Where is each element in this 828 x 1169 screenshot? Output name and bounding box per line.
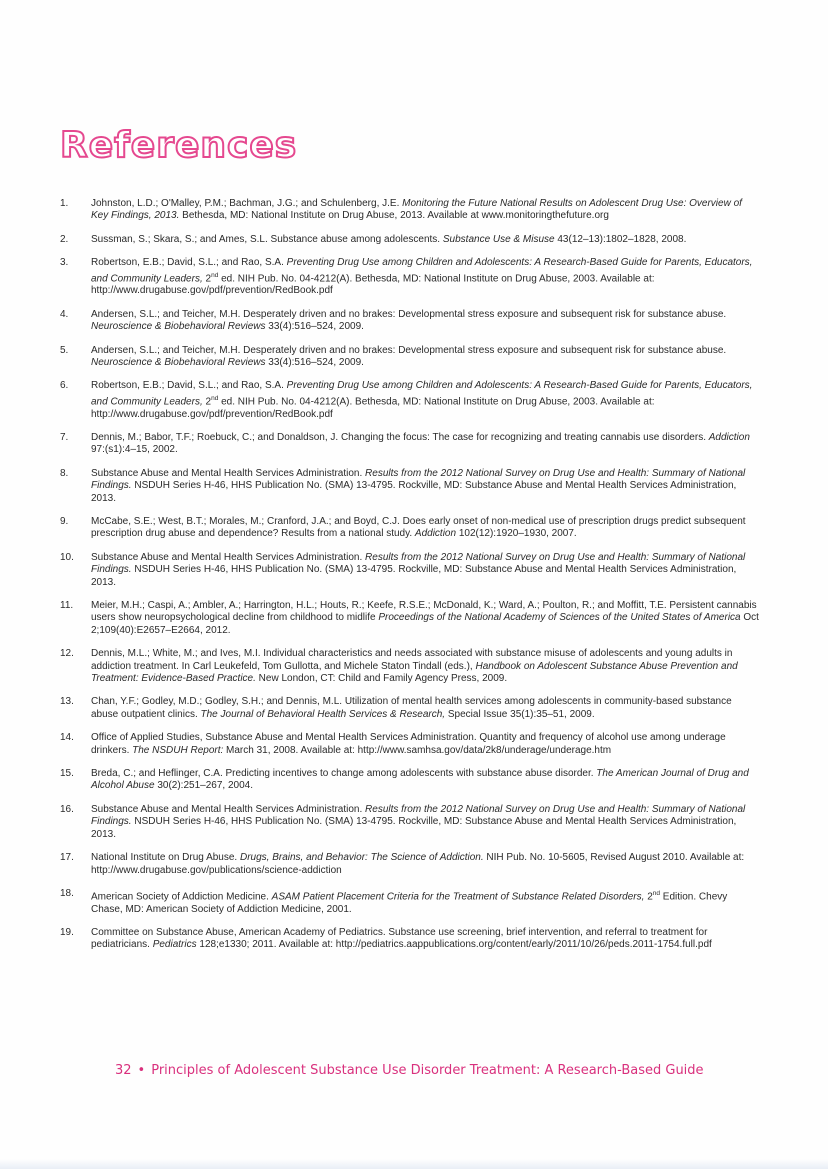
reference-segment: nd xyxy=(652,889,660,897)
reference-segment: Breda, C.; and Heflinger, C.A. Predicting incentives to change among adolescents with substance abuse disorder. xyxy=(91,768,597,780)
reference-segment: Dennis, M.L.; White, M.; and Ives, M.I. Individual characteristics and needs associated with substance misuse of adolescents and young adults in addiction treatment. In Carl Leukefeld, Tom Gullotta, and Michele Staton Tindall (eds.), xyxy=(91,648,733,672)
reference-segment: Committee on Substance Abuse, American Academy of Pediatrics. Substance use screening, brief intervention, and referral to treatment for pediatricians. xyxy=(91,927,708,951)
reference-segment: Oct 2;109(40):E2657–E2664, 2012. xyxy=(91,612,759,636)
reference-italic-title: Substance Use & Misuse xyxy=(442,233,555,245)
reference-text xyxy=(91,516,760,541)
reference-text xyxy=(91,552,760,589)
reference-number: 14. xyxy=(60,732,74,744)
reference-segment: 30(2):251–267, 2004. xyxy=(154,780,253,792)
reference-italic-title: The NSDUH Report: xyxy=(132,744,224,756)
reference-number: 16. xyxy=(60,803,74,815)
reference-segment: nd xyxy=(211,271,219,279)
reference-item xyxy=(60,432,760,457)
reference-segment: Substance Abuse and Mental Health Services Administration. xyxy=(91,467,366,479)
reference-segment: National Institute on Drug Abuse. xyxy=(91,852,240,864)
reference-italic-title: Addiction xyxy=(414,528,457,540)
reference-item xyxy=(60,257,760,298)
reference-text xyxy=(91,432,760,457)
reference-text xyxy=(91,768,760,793)
reference-number: 11. xyxy=(60,600,74,611)
reference-italic-title: Handbook on Adolescent Substance Abuse Prevention and Treatment: Evidence-Based Practice. xyxy=(91,660,738,685)
reference-segment: 102(12):1920–1930, 2007. xyxy=(456,528,577,540)
reference-number: 8. xyxy=(60,467,69,479)
reference-number: 10. xyxy=(60,551,74,563)
reference-number: 19. xyxy=(60,927,74,939)
reference-number: 6. xyxy=(60,380,69,392)
reference-italic-title: Results from the 2012 National Survey on Drug Use and Health: Summary of National Findings. xyxy=(91,467,746,492)
reference-number: 1. xyxy=(60,198,69,209)
footer-title: Principles of Adolescent Substance Use Disorder Treatment: A Research-Based Guide xyxy=(151,1063,704,1078)
reference-text xyxy=(91,309,760,334)
reference-italic-title: ASAM Patient Placement Criteria for the Treatment of Substance Related Disorders, xyxy=(271,891,645,903)
reference-text xyxy=(91,198,760,223)
reference-segment: 33(4):516–524, 2009. xyxy=(265,356,364,368)
reference-italic-title: Results from the 2012 National Survey on Drug Use and Health: Summary of National Findings. xyxy=(91,803,746,828)
reference-item xyxy=(60,468,760,505)
reference-number: 4. xyxy=(60,308,69,320)
reference-item xyxy=(60,600,760,637)
reference-segment: 33(4):516–524, 2009. xyxy=(265,321,364,333)
reference-segment: NSDUH Series H-46, HHS Publication No. (SMA) 13-4795. Rockville, MD: Substance Abuse and Mental Health Services Administration, 2013. xyxy=(91,564,737,588)
reference-number: 9. xyxy=(60,515,69,527)
reference-number: 15. xyxy=(60,768,74,780)
reference-segment: Johnston, L.D.; O'Malley, P.M.; Bachman, J.G.; and Schulenberg, J.E. xyxy=(91,198,403,209)
reference-italic-title: Drugs, Brains, and Behavior: The Science of Addiction. xyxy=(239,852,484,864)
reference-text xyxy=(91,696,760,721)
reference-item xyxy=(60,516,760,541)
reference-text xyxy=(91,732,760,757)
reference-italic-title: Monitoring the Future National Results on Adolescent Drug Use: Overview of Key Findings, 2013. xyxy=(91,198,742,222)
reference-text xyxy=(91,345,760,370)
reference-italic-title: Neuroscience & Biobehavioral Reviews xyxy=(91,321,266,333)
reference-segment: 43(12–13):1802–1828, 2008. xyxy=(554,233,687,245)
reference-item xyxy=(60,927,760,952)
reference-text xyxy=(91,234,760,246)
reference-item xyxy=(60,380,760,421)
reference-text xyxy=(91,600,760,637)
reference-italic-title: Addiction xyxy=(708,431,750,443)
reference-number: 7. xyxy=(60,431,69,443)
reference-number: 12. xyxy=(60,648,74,660)
reference-item xyxy=(60,768,760,793)
page-footer xyxy=(115,1063,704,1078)
reference-italic-title: Preventing Drug Use among Children and Adolescents: A Research-Based Guide for Parents, Educators, and Community Leaders, xyxy=(91,380,753,408)
reference-segment: nd xyxy=(211,394,219,402)
reference-segment: Robertson, E.B.; David, S.L.; and Rao, S.A. xyxy=(91,380,287,392)
reference-text xyxy=(91,888,760,916)
reference-segment: Dennis, M.; Babor, T.F.; Roebuck, C.; and Donaldson, J. Changing the focus: The case for recognizing and treating cannabis use disorders. xyxy=(91,431,709,443)
reference-text xyxy=(91,804,760,841)
reference-text xyxy=(91,927,760,952)
reference-number: 2. xyxy=(60,233,69,245)
reference-segment: New London, CT: Child and Family Agency Press, 2009. xyxy=(255,673,508,685)
reference-italic-title: Proceedings of the National Academy of Sciences of the United States of America xyxy=(378,612,741,624)
reference-item xyxy=(60,852,760,877)
reference-segment: NIH Pub. No. 10-5605, Revised August 2010. Available at: http://www.drugabuse.gov/publications/science-addiction xyxy=(91,852,745,876)
reference-segment: Office of Applied Studies, Substance Abuse and Mental Health Services Administration. Quantity and frequency of alcohol use among underage drinkers. xyxy=(91,732,726,756)
reference-segment: NSDUH Series H-46, HHS Publication No. (SMA) 13-4795. Rockville, MD: Substance Abuse and Mental Health Services Administration, 2013. xyxy=(91,816,737,840)
reference-segment: ed. NIH Pub. No. 04-4212(A). Bethesda, MD: National Institute on Drug Abuse, 2003. Available at: http://www.drugabuse.gov/pdf/prevention/RedBook.pdf xyxy=(91,272,655,297)
reference-segment: Andersen, S.L.; and Teicher, M.H. Desperately driven and no brakes: Developmental stress exposure and subsequent risk for substance abuse. xyxy=(91,344,727,356)
reference-italic-title: Preventing Drug Use among Children and Adolescents: A Research-Based Guide for Parents, Educators, and Community Leaders, xyxy=(91,257,753,284)
reference-segment: Special Issue 35(1):35–51, 2009. xyxy=(445,708,595,720)
reference-item xyxy=(60,648,760,685)
reference-segment: Robertson, E.B.; David, S.L.; and Rao, S.A. xyxy=(91,257,287,269)
reference-number: 13. xyxy=(60,696,74,708)
reference-segment: 128;e1330; 2011. Available at: http://pediatrics.aappublications.org/content/early/2011/10/26/peds.2011-1754.full.pdf xyxy=(196,939,712,951)
reference-segment: Edition. Chevy Chase, MD: American Society of Addiction Medicine, 2001. xyxy=(91,891,728,915)
reference-italic-title: The Journal of Behavioral Health Services & Research, xyxy=(200,708,446,720)
reference-item xyxy=(60,309,760,334)
reference-list xyxy=(60,198,760,963)
reference-segment: Chan, Y.F.; Godley, M.D.; Godley, S.H.; and Dennis, M.L. Utilization of mental health services among adolescents in community-based substance abuse outpatient clinics. xyxy=(91,696,732,720)
reference-number: 17. xyxy=(60,852,74,864)
reference-segment: March 31, 2008. Available at: http://www.samhsa.gov/data/2k8/underage/underage.htm xyxy=(223,744,612,756)
reference-text xyxy=(91,648,760,685)
reference-item xyxy=(60,696,760,721)
reference-number: 3. xyxy=(60,257,69,269)
footer-separator: • xyxy=(137,1063,146,1078)
page-edge-shadow xyxy=(0,1159,828,1169)
reference-number: 5. xyxy=(60,344,69,356)
reference-segment: Andersen, S.L.; and Teicher, M.H. Desperately driven and no brakes: Developmental stress exposure and subsequent risk for substance abuse. xyxy=(91,308,727,320)
reference-segment: Substance Abuse and Mental Health Services Administration. xyxy=(91,551,366,563)
page-number: 32 xyxy=(115,1063,132,1078)
reference-segment: Substance Abuse and Mental Health Services Administration. xyxy=(91,803,366,815)
reference-item xyxy=(60,234,760,246)
reference-number: 18. xyxy=(60,887,74,899)
reference-segment: 2 xyxy=(202,272,212,284)
reference-text xyxy=(91,468,760,505)
reference-italic-title: The American Journal of Drug and Alcohol Abuse xyxy=(91,768,749,792)
reference-segment: American Society of Addiction Medicine. xyxy=(91,891,272,903)
reference-italic-title: Pediatrics xyxy=(152,939,197,951)
reference-item xyxy=(60,345,760,370)
reference-segment: Bethesda, MD: National Institute on Drug Abuse, 2013. Available at www.monitoringthefuture.org xyxy=(179,210,609,222)
reference-item xyxy=(60,804,760,841)
reference-text xyxy=(91,380,760,421)
reference-segment: 97:(s1):4–15, 2002. xyxy=(91,444,178,456)
reference-segment: NSDUH Series H-46, HHS Publication No. (SMA) 13-4795. Rockville, MD: Substance Abuse and Mental Health Services Administration, 2013. xyxy=(91,480,737,504)
reference-segment: 2 xyxy=(644,891,653,903)
page-title: References References xyxy=(60,128,297,164)
reference-item xyxy=(60,732,760,757)
reference-italic-title: Results from the 2012 National Survey on Drug Use and Health: Summary of National Findings. xyxy=(91,551,746,576)
reference-segment: McCabe, S.E.; West, B.T.; Morales, M.; Cranford, J.A.; and Boyd, C.J. Does early onset of non-medical use of prescription drugs predict subsequent prescription drug abuse and dependence? Results from a national study. xyxy=(91,515,746,540)
reference-segment: Sussman, S.; Skara, S.; and Ames, S.L. Substance abuse among adolescents. xyxy=(91,233,443,245)
reference-segment: 2 xyxy=(202,396,212,408)
reference-item xyxy=(60,888,760,916)
reference-text xyxy=(91,852,760,877)
reference-item xyxy=(60,198,760,223)
reference-text xyxy=(91,257,760,298)
reference-segment: ed. NIH Pub. No. 04-4212(A). Bethesda, MD: National Institute on Drug Abuse, 2003. Available at: http://www.drugabuse.gov/pdf/prevention/RedBook.pdf xyxy=(91,396,655,420)
reference-italic-title: Neuroscience & Biobehavioral Reviews xyxy=(91,356,266,368)
reference-segment: Meier, M.H.; Caspi, A.; Ambler, A.; Harrington, H.L.; Houts, R.; Keefe, R.S.E.; McDonald, K.; Ward, A.; Poulton, R.; and Moffitt, T.E. Persistent cannabis users show neuropsychological decline from childhood to midlife xyxy=(91,600,757,624)
reference-item xyxy=(60,552,760,589)
